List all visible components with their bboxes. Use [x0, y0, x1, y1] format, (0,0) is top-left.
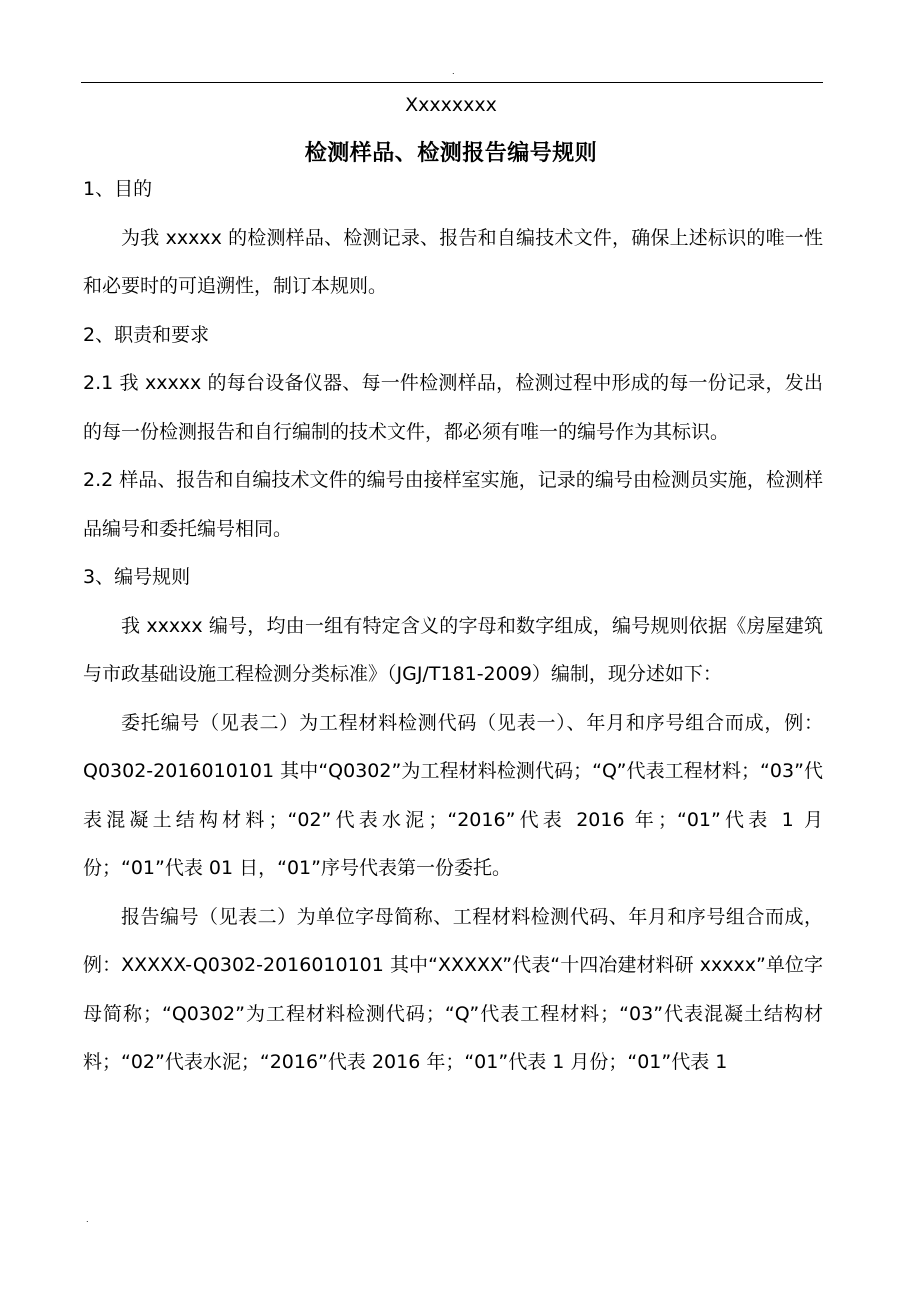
paragraph-purpose: 为我 xxxxx 的检测样品、检测记录、报告和自编技术文件，确保上述标识的唯一性和必要时的可追溯性，制订本规则。 [83, 226, 823, 297]
paragraph-2-2: 2.2 样品、报告和自编技术文件的编号由接样室实施，记录的编号由检测员实施，检测样品编号和委托编号相同。 [83, 469, 823, 540]
paragraph-numbering-basis: 我 xxxxx 编号，均由一组有特定含义的字母和数字组成，编号规则依据《房屋建筑与市政基础设施工程检测分类标准》（JGJ/T181-2009）编制，现分述如下： [83, 614, 823, 685]
organization-name: Xxxxxxxx [405, 94, 497, 116]
header-divider [81, 82, 823, 83]
document-title: 检测样品、检测报告编号规则 [304, 141, 598, 166]
footer-mark: . [86, 1215, 89, 1224]
paragraph-2-1: 2.1 我 xxxxx 的每台设备仪器、每一件检测样品，检测过程中形成的每一份记录，发出的每一份检测报告和自行编制的技术文件，都必须有唯一的编号作为其标识。 [83, 372, 823, 443]
section-heading-responsibilities: 2、职责和要求 [83, 323, 210, 346]
paragraph-report-number: 报告编号（见表二）为单位字母简称、工程材料检测代码、年月和序号组合而成，例：XXXXX-Q0302-2016010101 其中“XXXXX”代表“十四冶建材料研 xxxxx”单位字母简称；“Q0302”为工程材料检测代码；“Q”代表工程材料；“03”代表混凝土结构材料；“02”代表水泥；“2016”代表 2016 年；“01”代表 1 月份；“01”代表 1 [83, 905, 823, 1073]
document-body [83, 165, 823, 1087]
header-mark: . [452, 67, 455, 76]
section-heading-numbering-rules: 3、编号规则 [83, 566, 191, 588]
section-heading-purpose: 1、目的 [83, 178, 153, 200]
paragraph-commission-number: 委托编号（见表二）为工程材料检测代码（见表一）、年月和序号组合而成，例：Q0302-2016010101 其中“Q0302”为工程材料检测代码；“Q”代表工程材料；“03”代表混凝土结构材料；“02”代表水泥；“2016”代表 2016 年；“01”代表 1 月份；“01”代表 01 日，“01”序号代表第一份委托。 [83, 711, 823, 879]
